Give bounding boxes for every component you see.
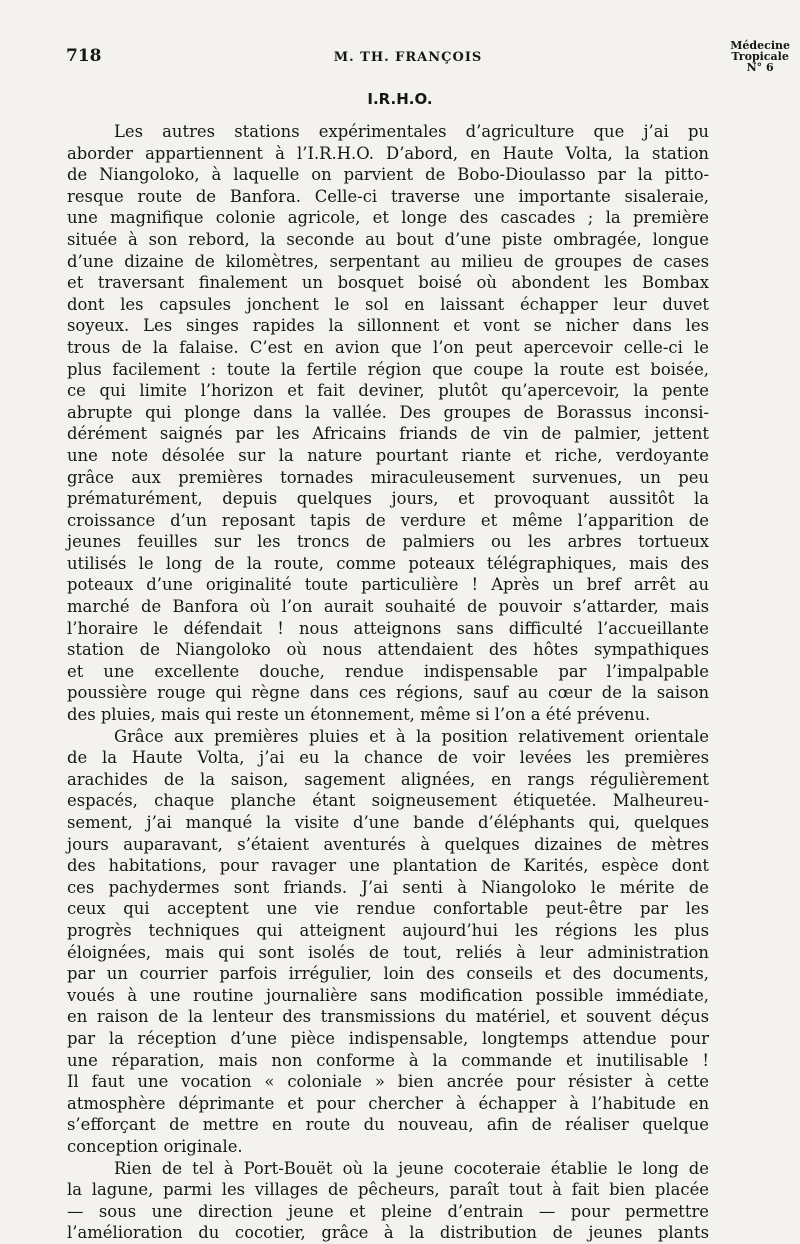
text-line: ces pachydermes sont friands. J’ai senti à Niangoloko le mérite de: [67, 877, 709, 897]
text-line: prématurément, depuis quelques jours, et provoquant aussitôt la: [67, 489, 709, 509]
text-line: jeunes feuilles sur les troncs de palmiers ou les arbres tortueux: [67, 532, 709, 552]
text-line: une note désolée sur la nature pourtant riante et riche, verdoyante: [67, 445, 709, 465]
text-line: atmosphère déprimante et pour chercher à échapper à l’habitude en: [67, 1093, 709, 1113]
journal-tag-line: Médecine: [730, 39, 790, 52]
text-line: espacés, chaque planche étant soigneusement étiquetée. Malheureu-: [67, 791, 709, 811]
article-body: [67, 121, 709, 1244]
text-line: resque route de Banfora. Celle-ci traverse une importante sisaleraie,: [67, 186, 709, 206]
text-line: poussière rouge qui règne dans ces régions, sauf au cœur de la saison: [67, 683, 709, 703]
text-line: dont les capsules jonchent le sol en laissant échapper leur duvet: [67, 294, 709, 314]
journal-tag: [730, 40, 790, 73]
text-line: aborder appartiennent à l’I.R.H.O. D’abord, en Haute Volta, la station: [67, 143, 709, 163]
text-line: par un courrier parfois irrégulier, loin des conseils et des documents,: [67, 964, 709, 984]
page-number: 718: [66, 46, 102, 66]
text-line: une magnifique colonie agricole, et longe des cascades ; la première: [67, 208, 709, 228]
text-line: arachides de la saison, sagement alignées, en rangs régulièrement: [67, 769, 709, 789]
text-line: de Niangoloko, à laquelle on parvient de Bobo-Dioulasso par la pitto-: [67, 165, 709, 185]
text-line: Il faut une vocation « coloniale » bien ancrée pour résister à cette: [67, 1072, 709, 1092]
text-line: en raison de la lenteur des transmissions du matériel, et souvent déçus: [67, 1007, 709, 1027]
text-line: des habitations, pour ravager une plantation de Karités, espèce dont: [67, 856, 709, 876]
journal-tag-line: Tropicale: [731, 50, 789, 63]
text-line: — sous une direction jeune et pleine d’entrain — pour permettre: [67, 1201, 709, 1221]
journal-tag-line: N° 6: [746, 61, 774, 74]
page-header: [66, 39, 790, 84]
text-line: ce qui limite l’horizon et fait deviner, plutôt qu’apercevoir, la pente: [67, 381, 709, 401]
text-line: Rien de tel à Port-Bouët où la jeune cocoteraie établie le long de: [114, 1158, 709, 1178]
text-line: Les autres stations expérimentales d’agriculture que j’ai pu: [114, 122, 709, 141]
text-line: d’une dizaine de kilomètres, serpentant au milieu de groupes de cases: [67, 251, 709, 271]
text-line: la lagune, parmi les villages de pêcheurs, paraît tout à fait bien placée: [67, 1180, 709, 1200]
text-line: grâce aux premières tornades miraculeusement survenues, un peu: [67, 467, 709, 487]
text-line: s’efforçant de mettre en route du nouveau, afin de réaliser quelque: [67, 1115, 709, 1135]
text-line: située à son rebord, la seconde au bout d’une piste ombragée, longue: [67, 229, 709, 249]
text-line: et traversant finalement un bosquet boisé où abondent les Bombax: [67, 273, 709, 293]
text-line: des pluies, mais qui reste un étonnement, même si l’on a été prévenu.: [67, 705, 651, 725]
text-line: croissance d’un reposant tapis de verdure et même l’apparition de: [67, 510, 709, 530]
text-line: utilisés le long de la route, comme poteaux télégraphiques, mais des: [67, 553, 709, 573]
paragraph: [67, 1158, 709, 1244]
paragraph: [67, 121, 709, 726]
text-line: par la réception d’une pièce indispensable, longtemps attendue pour: [67, 1028, 709, 1048]
text-line: abrupte qui plonge dans la vallée. Des groupes de Borassus inconsi-: [67, 402, 709, 422]
text-line: plus facilement : toute la fertile région que coupe la route est boisée,: [67, 359, 709, 379]
text-line: jours auparavant, s’étaient aventurés à quelques dizaines de mètres: [67, 834, 709, 854]
text-line: éloignées, mais qui sont isolés de tout, reliés à leur administration: [67, 942, 709, 962]
running-head: M. TH. FRANÇOIS: [333, 50, 483, 65]
text-line: poteaux d’une originalité toute particulière ! Après un bref arrêt au: [67, 575, 709, 595]
paragraph: [67, 726, 709, 1158]
text-line: dérément saignés par les Africains friands de vin de palmier, jettent: [67, 424, 709, 444]
text-line: Grâce aux premières pluies et à la position relativement orientale: [114, 726, 709, 746]
text-line: conception originale.: [67, 1136, 243, 1156]
text-line: l’amélioration du cocotier, grâce à la distribution de jeunes plants: [67, 1223, 709, 1243]
text-line: de la Haute Volta, j’ai eu la chance de voir levées les premières: [67, 748, 709, 768]
section-title: I.R.H.O.: [367, 90, 433, 108]
text-line: marché de Banfora où l’on aurait souhaité de pouvoir s’attarder, mais: [67, 597, 709, 617]
text-line: une réparation, mais non conforme à la commande et inutilisable !: [67, 1050, 709, 1070]
text-line: trous de la falaise. C’est en avion que l’on peut apercevoir celle-ci le: [67, 337, 709, 357]
text-line: l’horaire le défendait ! nous atteignons sans difficulté l’accueillante: [67, 618, 709, 638]
text-line: sement, j’ai manqué la visite d’une bande d’éléphants qui, quelques: [67, 813, 709, 832]
text-line: progrès techniques qui atteignent aujourd’hui les régions les plus: [67, 920, 709, 940]
text-line: station de Niangoloko où nous attendaient des hôtes sympathiques: [67, 640, 709, 660]
text-line: ceux qui acceptent une vie rendue confortable peut-être par les: [67, 899, 709, 919]
text-line: voués à une routine journalière sans modification possible immédiate,: [67, 985, 709, 1005]
text-line: soyeux. Les singes rapides la sillonnent et vont se nicher dans les: [67, 316, 709, 336]
text-line: et une excellente douche, rendue indispensable par l’impalpable: [67, 661, 709, 681]
